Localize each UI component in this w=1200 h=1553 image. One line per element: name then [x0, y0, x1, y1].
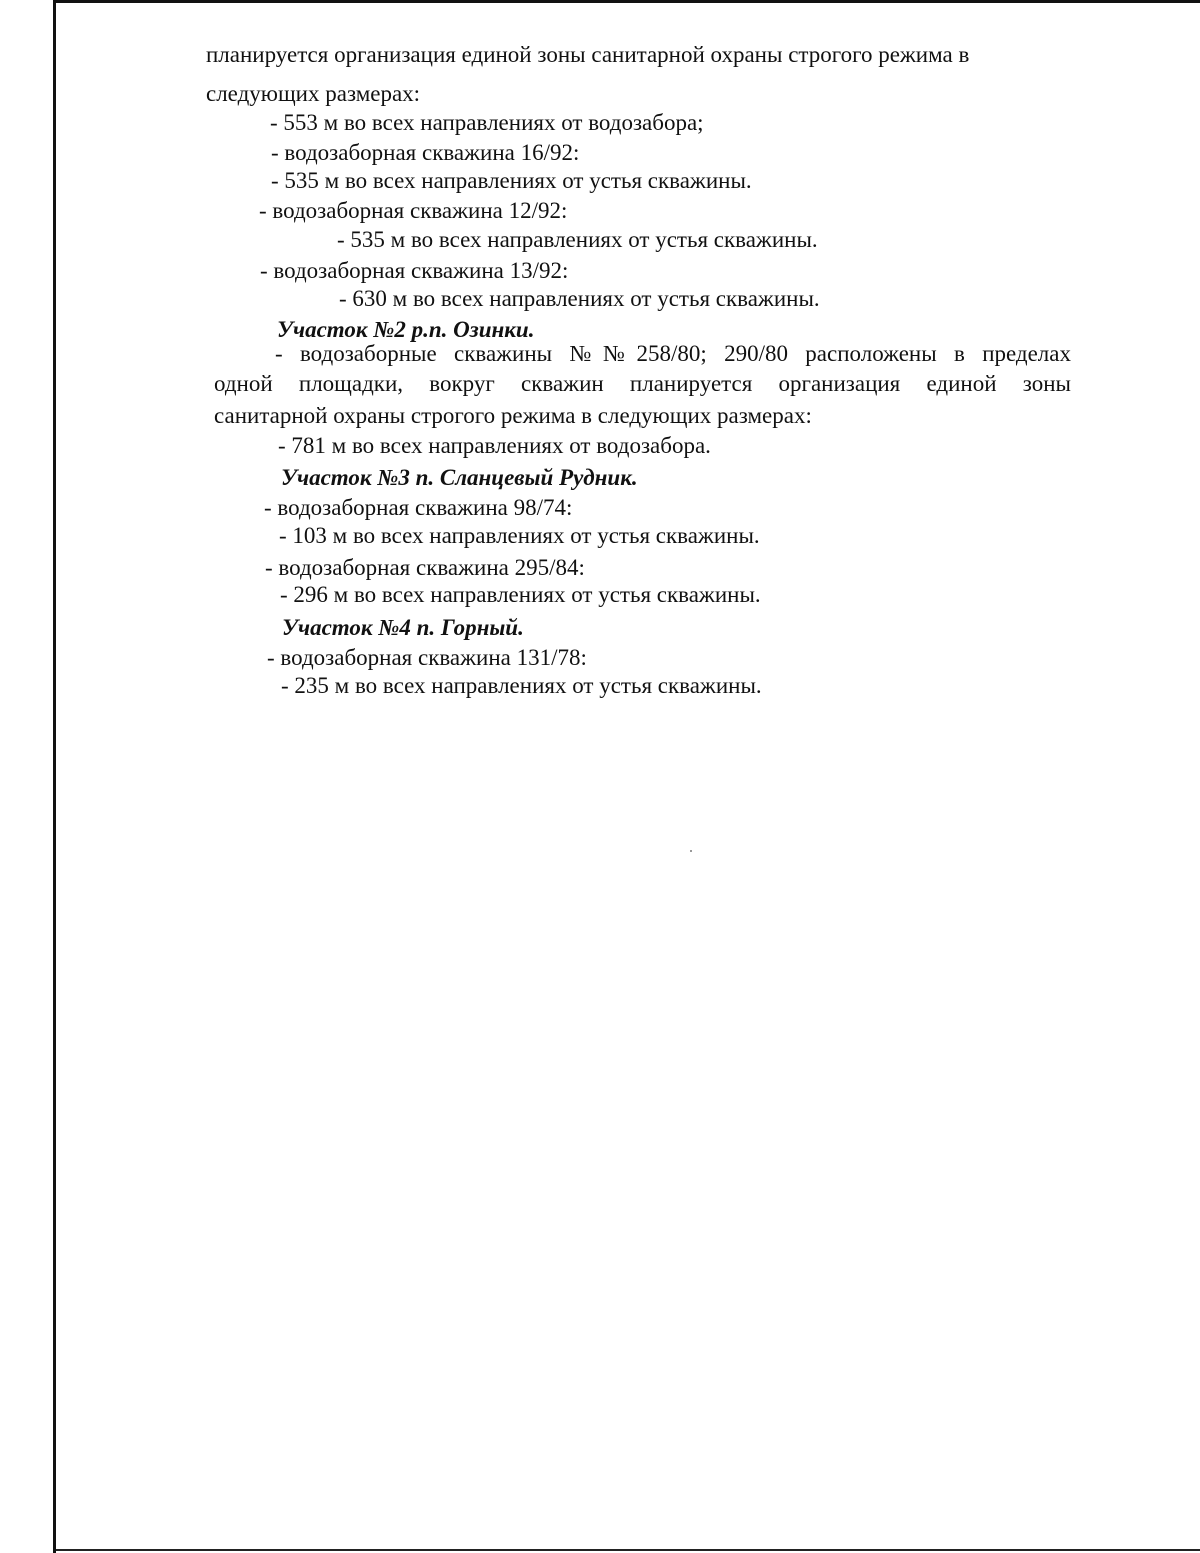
paragraph-line: санитарной охраны строгого режима в следующих размерах:: [214, 403, 812, 428]
list-item: - 553 м во всех направлениях от водозабора;: [270, 110, 704, 135]
list-item: - 296 м во всех направлениях от устья скважины.: [280, 582, 761, 607]
list-item: - водозаборная скважина 16/92:: [271, 140, 580, 165]
paragraph-line: следующих размерах:: [206, 81, 421, 106]
list-item: - 781 м во всех направлениях от водозабора.: [278, 433, 711, 458]
page-border-bottom: [56, 1549, 1200, 1551]
page-border-top: [56, 0, 1200, 3]
paragraph-line: планируется организация единой зоны санитарной охраны строгого режима в: [206, 42, 970, 67]
list-item: - водозаборная скважина 295/84:: [265, 555, 585, 580]
section-heading: Участок №3 п. Сланцевый Рудник.: [281, 465, 638, 490]
list-item: - водозаборная скважина 98/74:: [264, 495, 573, 520]
scan-speck: [690, 850, 692, 852]
section-heading: Участок №4 п. Горный.: [282, 615, 524, 640]
list-item: - 535 м во всех направлениях от устья скважины.: [337, 227, 818, 252]
paragraph-line: одной площадки, вокруг скважин планируется организация единой зоны: [214, 371, 1071, 396]
list-item: - водозаборная скважина 12/92:: [259, 198, 568, 223]
paragraph-line: - водозаборные скважины №№258/80; 290/80 расположены в пределах: [275, 341, 1071, 366]
list-item: - 630 м во всех направлениях от устья скважины.: [339, 286, 820, 311]
list-item: - 535 м во всех направлениях от устья скважины.: [271, 168, 752, 193]
list-item: - 235 м во всех направлениях от устья скважины.: [281, 673, 762, 698]
list-item: - 103 м во всех направлениях от устья скважины.: [279, 523, 760, 548]
list-item: - водозаборная скважина 13/92:: [260, 258, 569, 283]
page-border-left: [53, 0, 56, 1553]
section-heading: Участок №2 р.п. Озинки.: [277, 317, 535, 342]
list-item: - водозаборная скважина 131/78:: [267, 645, 587, 670]
